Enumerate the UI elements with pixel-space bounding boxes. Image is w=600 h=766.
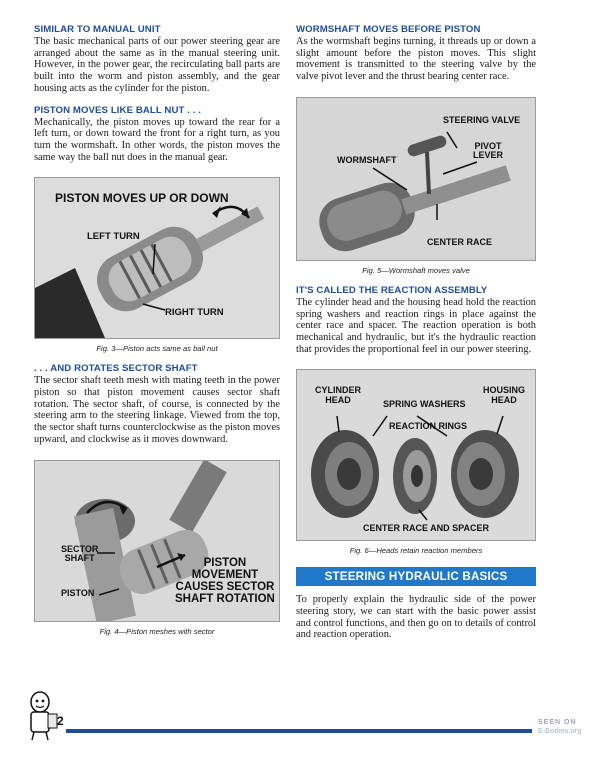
fig5-pivot-lever-label: PIVOT LEVER xyxy=(473,140,504,161)
section-banner: STEERING HYDRAULIC BASICS xyxy=(296,567,536,586)
fig5-steering-valve-label: STEERING VALVE xyxy=(443,114,521,125)
fig3-left-turn-label: LEFT TURN xyxy=(87,231,140,243)
section-heading: . . . AND ROTATES SECTOR SHAFT xyxy=(34,363,198,375)
fig6-caption: Fig. 6—Heads retain reaction members xyxy=(349,546,483,556)
fig3-title: PISTON MOVES UP OR DOWN xyxy=(55,191,229,206)
fig3-right-turn-label: RIGHT TURN xyxy=(165,307,224,319)
fig6-photo xyxy=(296,369,536,541)
watermark xyxy=(538,718,590,742)
fig5-photo xyxy=(296,97,536,261)
section-heading: SIMILAR TO MANUAL UNIT xyxy=(34,24,161,35)
right-column xyxy=(296,24,536,651)
section-heading: PISTON MOVES LIKE BALL NUT . . . xyxy=(34,104,202,116)
fig4-caption: Fig. 4—Piston meshes with sector xyxy=(99,626,215,636)
left-column xyxy=(34,24,280,646)
fig4-piston-label: PISTON xyxy=(61,587,95,598)
fig6-reaction-rings-label: REACTION RINGS xyxy=(389,421,468,432)
fig5-wormshaft-label: WORMSHAFT xyxy=(337,154,397,165)
fig5-center-race-label: CENTER RACE xyxy=(427,236,493,247)
fig3-caption: Fig. 3—Piston acts same as ball nut xyxy=(96,344,218,354)
watermark-line2: E-Bodies.org xyxy=(538,728,582,735)
fig5-caption: Fig. 5—Wormshaft moves valve xyxy=(362,265,470,275)
fig4-photo xyxy=(34,460,280,622)
section-body: The basic mechanical parts of our power steering gear are arranged about the same as in the manual steering unit. However, in the power gear, the recirculating ball parts are built into the worm and piston assembly, and the gear housing acts as the cylinder for the piston. xyxy=(34,36,280,94)
fig6-spring-washers-label: SPRING WASHERS xyxy=(383,399,466,410)
section-body: As the wormshaft begins turning, it threads up or down a slight amount before the piston moves. This slight movement is transmitted to the steering valve by the valve pivot lever and the thrust bearing center race. xyxy=(296,36,536,83)
mascot-icon xyxy=(22,690,58,742)
footer-rule xyxy=(66,729,532,733)
section-body: The cylinder head and the housing head hold the reaction spring washers and reaction rings in place against the center race and spacer. The reaction operation is both mechanical and hydraulic, but it's the hydraulic reaction that provides the proportional feel in our power steering. xyxy=(296,296,536,355)
section-heading: IT'S CALLED THE REACTION ASSEMBLY xyxy=(296,284,488,296)
watermark-line1: SEEN ON xyxy=(538,719,577,726)
fig4-movement-label: PISTON MOVEMENT CAUSES SECTOR SHAFT ROTATION xyxy=(175,556,275,605)
section-body: Mechanically, the piston moves up toward the rear for a left turn, or down toward the front for a right turn, as you turn the wormshaft. In other words, the piston moves the same way the ball nut does in the manual gear. xyxy=(34,116,280,163)
section-body: The sector shaft teeth mesh with mating teeth in the power piston so that piston movement causes sector shaft rotation. The sector shaft, of course, is connected by the steering arm to the steering linkage. Viewed from the top, the sector shaft turns counterclockwise as the piston moves upward, and clockwise as it moves downward. xyxy=(34,375,280,445)
fig4-sector-shaft-label: SECTOR SHAFT xyxy=(61,543,99,563)
fig3-photo xyxy=(34,177,280,339)
fig6-cylinder-head-label: CYLINDER HEAD xyxy=(315,385,362,405)
fig6-housing-head-label: HOUSING HEAD xyxy=(483,385,526,405)
closing-body: To properly explain the hydraulic side of the power steering story, we can start with the basic power assist and control functions, and then go on to details of control and reaction operation. xyxy=(296,594,536,641)
page-number: 2 xyxy=(57,714,64,728)
fig6-center-race-spacer-label: CENTER RACE AND SPACER xyxy=(363,523,490,534)
section-heading: WORMSHAFT MOVES BEFORE PISTON xyxy=(296,24,481,35)
